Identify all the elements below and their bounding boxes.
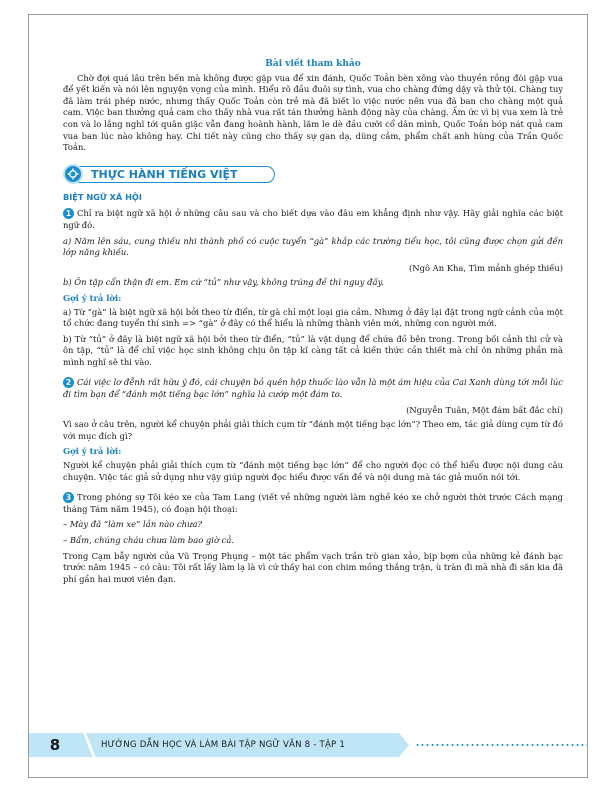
question-1-prompt: Chỉ ra biệt ngữ xã hội ở những câu sau và cho biết dựa vào đâu em khẳng định như vậy. Hãy giải nghĩa các biệt ngữ đó. xyxy=(63,208,563,230)
question-2 xyxy=(63,377,563,400)
reference-title: Bài viết tham khảo xyxy=(265,59,361,69)
question-2-source: (Nguyễn Tuân, Một đám bất đắc chí) xyxy=(406,404,563,415)
question-3-prompt: Trong phóng sự Tôi kéo xe của Tam Lang (viết về những người làm nghề kéo xe chở người thời trước Cách mạng tháng Tám năm 1945), có đoạn hội thoại: xyxy=(63,492,563,514)
section-banner xyxy=(63,164,563,186)
question-1 xyxy=(63,208,563,231)
page-number: 8 xyxy=(49,736,61,754)
question-3-outro: Trong Cạm bẫy người của Vũ Trọng Phụng – một tác phẩm vạch trần trò gian xảo, bịp bợm của những kẻ đánh bạc trước năm 1945 – có câu: Tôi rất lấy làm lạ là vì cứ thấy hai con chim mồng thắng trận, ù tràn đi mà nhà đi săn kia đã phí gần hai mươi viên đạn. xyxy=(63,550,563,584)
question-number: 1 xyxy=(63,208,74,219)
section-title: THỰC HÀNH TIẾNG VIỆT xyxy=(77,166,275,183)
hint-label: Gợi ý trả lời: xyxy=(63,292,122,303)
footer-arrow xyxy=(399,733,409,757)
gear-icon xyxy=(63,164,83,184)
question-2-prompt: Vì sao ở câu trên, người kể chuyện phải giải thích cụm từ “đánh một tiếng bạc lớn”? Theo em, tác giả dùng cụm từ đó với mục đích gì? xyxy=(63,419,563,441)
question-1-a-source: (Ngô An Kha, Tìm mảnh ghép thiếu) xyxy=(409,262,563,273)
page xyxy=(28,14,588,778)
page-footer xyxy=(29,733,589,757)
answer-2: Người kể chuyện phải giải thích cụm từ “đánh một tiếng bạc lớn” để cho người đọc có thể hiểu được nội dung câu chuyện. Việc tác giả sử dụng như vậy giúp người đọc hiểu được vấn đề và nội dung mà tác giả muốn nói tới. xyxy=(63,460,563,482)
answer-1-a: a) Từ “gà” là biệt ngữ xã hội bởi theo từ điển, từ gà chỉ một loại gia cầm. Nhưng ở đây lại đặt trong ngữ cảnh của một tổ chức đang tuyển thí sinh => “gà” ở đây có thể hiểu là những thành viên mới, những con người mới. xyxy=(63,306,563,329)
hint-label: Gợi ý trả lời: xyxy=(63,446,122,457)
question-2-quote: Cái việc lơ đễnh rất hữu ý đó, cái chuyện bỏ quên hộp thuốc lào vẫn là một ám hiệu của Cai Xanh dùng tới mỗi lúc đi tìm bạn để “đánh một tiếng bạc lớn” nghĩa là cướp một đám to. xyxy=(63,377,563,400)
book-title: HƯỚNG DẪN HỌC VÀ LÀM BÀI TẬP NGỮ VĂN 8 - TẬP 1 xyxy=(101,740,346,750)
question-number: 2 xyxy=(63,377,74,388)
page-content xyxy=(63,59,563,589)
question-number: 3 xyxy=(63,492,74,503)
dialogue-line-1: – Mày đã “làm xe” lần nào chưa? xyxy=(63,519,202,530)
answer-1-b: b) Từ “tủ” ở đây là biệt ngữ xã hội bởi theo từ điển, “tủ” là vật dụng để chứa đồ bên trong. Trong bối cảnh thi cử và ôn tập, “tủ” là để chỉ việc học sinh không chịu ôn tập kĩ càng tất cả kiến thức cần thiết mà chỉ ôn những phần mà mình nghĩ sẽ thi vào. xyxy=(63,333,563,367)
subsection-heading: BIỆT NGỮ XÃ HỘI xyxy=(63,191,142,202)
question-3 xyxy=(63,492,563,515)
dialogue-line-2: – Bẩm, chúng cháu chưa làm bao giờ cả. xyxy=(63,535,234,545)
question-1-b: b) Ôn tập cẩn thận đi em. Em cứ “tủ” như vậy, không trúng đề thì nguy đấy. xyxy=(63,277,384,288)
footer-dotted-line xyxy=(415,744,587,746)
question-1-a: a) Năm lên sáu, cung thiếu nhi thành phố có cuộc tuyển “gà” khắp các trường tiểu học, tôi cũng được chọn gửi đến lớp năng khiếu. xyxy=(63,235,563,258)
reference-body: Chờ đợi quá lâu trên bến mà không được gặp vua để xin đánh, Quốc Toản bèn xông vào thuyền rồng đòi gặp vua để yết kiến và nói lên nguyện vọng của mình. Hiểu rõ đầu đuôi sự tình, vua cho chàng đứng dậy và thử tội. Chàng tuy đã làm trái phép nước, nhưng thấy Quốc Toản còn trẻ mà đã biết lo việc nước nên vua đã ban cho chàng một quả cam. Việc ban thưởng quả cam cho thấy nhà vua rất tán thưởng hành động này của chàng. Ấm ức vì bị vua xem là trẻ con và lo lắng nghĩ tới quân giặc vẫn đang hoành hành, lăm le dè đầu cưỡi cổ dân mình, Quốc Toản bóp nát quả cam vua ban lúc nào không hay. Chi tiết này cũng cho thấy sự gan dạ, dũng cảm, phẩm chất anh hùng của Trần Quốc Toản. xyxy=(63,72,563,153)
